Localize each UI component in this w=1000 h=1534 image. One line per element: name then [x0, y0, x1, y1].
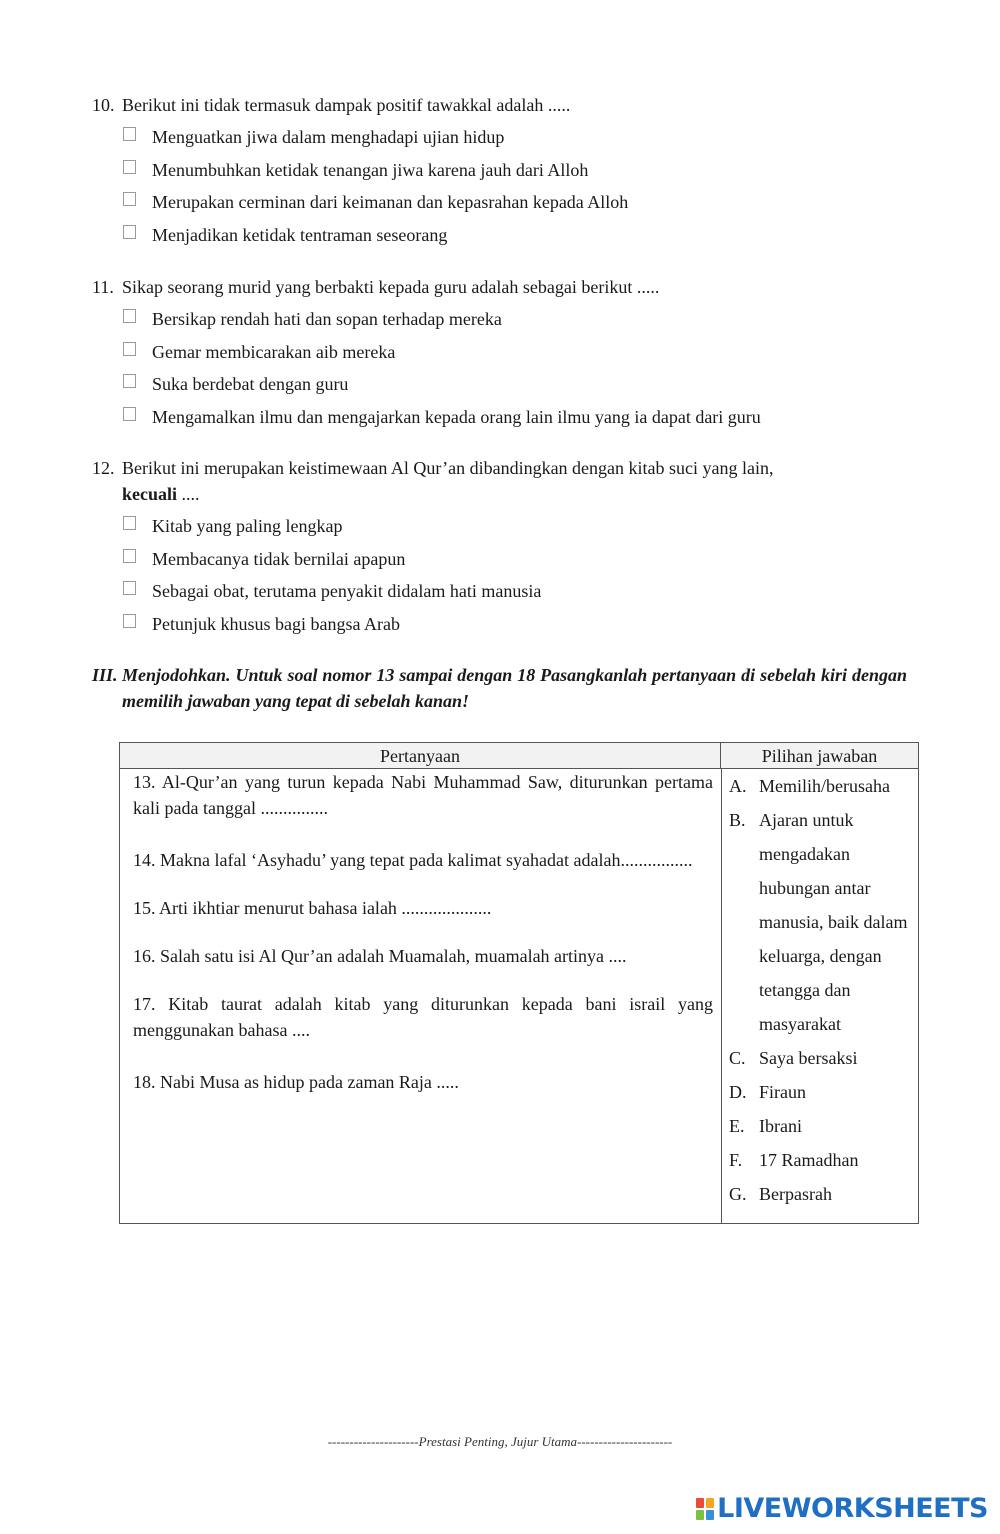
option-label: Menguatkan jiwa dalam menghadapi ujian hidup [152, 127, 505, 147]
answer-letter: B. [729, 810, 746, 830]
matching-questions [133, 769, 713, 1095]
logo-grid-icon [696, 1498, 714, 1520]
option[interactable] [92, 333, 912, 366]
answer-text: Ajaran untuk mengadakan hubungan antar manusia, baik dalam keluarga, dengan tetangga dan masyarakat [759, 810, 908, 1034]
checkbox[interactable] [123, 549, 136, 563]
checkbox[interactable] [123, 581, 136, 595]
option-label: Suka berdebat dengan guru [152, 374, 349, 394]
answer-letter: D. [729, 1082, 747, 1102]
matching-table [119, 742, 919, 1224]
matching-question[interactable]: 13. Al-Qur’an yang turun kepada Nabi Muhammad Saw, diturunkan pertama kali pada tanggal ............... [133, 772, 713, 818]
option[interactable] [92, 572, 912, 605]
checkbox[interactable] [123, 342, 136, 356]
table-header-answers: Pilihan jawaban [721, 743, 918, 769]
checkbox[interactable] [123, 516, 136, 530]
column-divider [721, 769, 722, 1223]
checkbox[interactable] [123, 127, 136, 141]
option[interactable] [92, 540, 912, 573]
answer-text: Berpasrah [759, 1184, 832, 1204]
section-heading [92, 662, 907, 714]
question-number: 10. [92, 95, 115, 115]
section-instructions: Menjodohkan. Untuk soal nomor 13 sampai dengan 18 Pasangkanlah pertanyaan di sebelah kiri dengan memilih jawaban yang tepat di sebelah kanan! [122, 665, 907, 711]
checkbox[interactable] [123, 192, 136, 206]
answer-choice[interactable] [729, 1143, 919, 1177]
matching-question[interactable]: 17. Kitab taurat adalah kitab yang diturunkan kepada bani israil yang menggunakan bahasa .... [133, 994, 713, 1040]
question-11 [92, 274, 912, 430]
matching-question[interactable]: 16. Salah satu isi Al Qur’an adalah Muamalah, muamalah artinya .... [133, 946, 627, 966]
matching-question[interactable]: 15. Arti ikhtiar menurut bahasa ialah .................... [133, 898, 492, 918]
section-number: III. [92, 665, 118, 685]
option[interactable] [92, 300, 912, 333]
answer-letter: G. [729, 1184, 747, 1204]
question-10 [92, 92, 912, 248]
answer-choice[interactable] [729, 803, 919, 1041]
answer-letter: C. [729, 1048, 746, 1068]
question-number: 11. [92, 277, 114, 297]
table-header-questions: Pertanyaan [120, 743, 721, 769]
option-label: Merupakan cerminan dari keimanan dan kepasrahan kepada Alloh [152, 192, 629, 212]
answer-text: Memilih/berusaha [759, 776, 890, 796]
option-label: Menjadikan ketidak tentraman seseorang [152, 224, 448, 245]
option[interactable] [92, 151, 912, 184]
option-label: Sebagai obat, terutama penyakit didalam hati manusia [152, 581, 542, 601]
option-label: Petunjuk khusus bagi bangsa Arab [152, 613, 400, 634]
footer-motto: ---------------------Prestasi Penting, Jujur Utama---------------------- [327, 1434, 673, 1449]
option-label: Mengamalkan ilmu dan mengajarkan kepada orang lain ilmu yang ia dapat dari guru [152, 406, 761, 427]
answer-choice[interactable] [729, 1075, 919, 1109]
question-text: Berikut ini tidak termasuk dampak positif tawakkal adalah ..... [122, 95, 571, 115]
answer-text: 17 Ramadhan [759, 1150, 859, 1170]
option-label: Menumbuhkan ketidak tenangan jiwa karena jauh dari Alloh [152, 159, 589, 180]
option-label: Kitab yang paling lengkap [152, 516, 343, 536]
logo-grid-cell [706, 1510, 714, 1520]
option[interactable] [92, 605, 912, 638]
question-text-continuation [92, 481, 912, 507]
logo-grid-cell [696, 1510, 704, 1520]
answer-choice[interactable] [729, 769, 919, 803]
checkbox[interactable] [123, 225, 136, 239]
answer-choice[interactable] [729, 1041, 919, 1075]
option[interactable] [92, 216, 912, 249]
answer-letter: A. [729, 776, 747, 796]
answer-letter: E. [729, 1116, 745, 1136]
logo-wordmark: LIVEWORKSHEETS [717, 1493, 988, 1524]
answer-letter: F. [729, 1150, 743, 1170]
checkbox[interactable] [123, 160, 136, 174]
option[interactable] [92, 118, 912, 151]
option[interactable] [92, 398, 912, 431]
question-suffix: .... [177, 484, 200, 504]
question-text: Sikap seorang murid yang berbakti kepada guru adalah sebagai berikut ..... [122, 277, 660, 297]
question-emphasis: kecuali [122, 484, 178, 504]
checkbox[interactable] [123, 614, 136, 628]
liveworksheets-logo[interactable] [696, 1493, 988, 1524]
option[interactable] [92, 183, 912, 216]
question-12 [92, 455, 912, 637]
answer-text: Ibrani [759, 1116, 802, 1136]
logo-grid-cell [696, 1498, 704, 1508]
option[interactable] [92, 365, 912, 398]
option-label: Gemar membicarakan aib mereka [152, 341, 396, 362]
answer-text: Firaun [759, 1082, 806, 1102]
checkbox[interactable] [123, 374, 136, 388]
matching-answers [729, 769, 919, 1211]
matching-question[interactable]: 18. Nabi Musa as hidup pada zaman Raja ..... [133, 1072, 459, 1092]
checkbox[interactable] [123, 407, 136, 421]
question-text: Berikut ini merupakan keistimewaan Al Qur’an dibandingkan dengan kitab suci yang lain, [122, 458, 774, 478]
option[interactable] [92, 507, 912, 540]
question-number: 12. [92, 458, 115, 478]
answer-choice[interactable] [729, 1109, 919, 1143]
checkbox[interactable] [123, 309, 136, 323]
answer-text: Saya bersaksi [759, 1048, 858, 1068]
option-label: Membacanya tidak bernilai apapun [152, 548, 406, 569]
option-label: Bersikap rendah hati dan sopan terhadap mereka [152, 309, 502, 329]
answer-choice[interactable] [729, 1177, 919, 1211]
logo-grid-cell [706, 1498, 714, 1508]
matching-question[interactable]: 14. Makna lafal ‘Asyhadu’ yang tepat pada kalimat syahadat adalah................ [133, 850, 693, 870]
